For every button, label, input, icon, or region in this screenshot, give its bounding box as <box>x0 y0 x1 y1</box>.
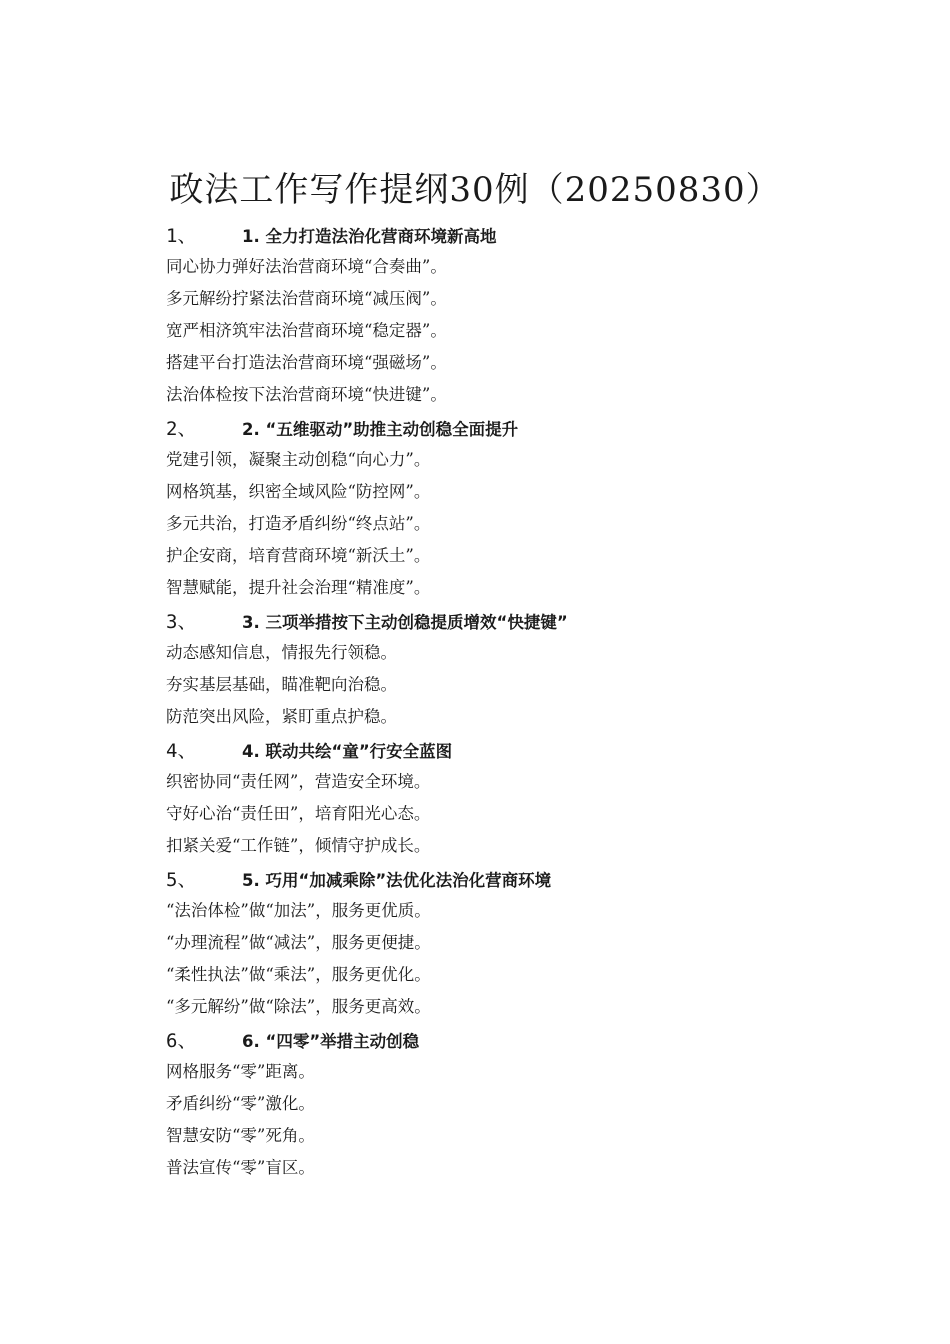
section-number: 2、 <box>166 418 197 440</box>
section-title: 2. “五维驱动”助推主动创稳全面提升 <box>242 419 519 439</box>
section-title: 4. 联动共绘“童”行安全蓝图 <box>242 741 453 761</box>
outline-point: 夯实基层基础，瞄准靶向治稳。 <box>166 675 397 694</box>
outline-section <box>166 218 906 411</box>
outline-point: 守好心治“责任田”，培育阳光心态。 <box>166 804 431 823</box>
outline-section <box>166 733 906 862</box>
outline-point: 党建引领，凝聚主动创稳“向心力”。 <box>166 450 431 469</box>
outline-point: 网格筑基，织密全域风险“防控网”。 <box>166 482 431 501</box>
section-number: 6、 <box>166 1030 197 1052</box>
outline-point: “法治体检”做“加法”，服务更优质。 <box>166 901 431 920</box>
outline-point: “柔性执法”做“乘法”，服务更优化。 <box>166 965 431 984</box>
outline-point: 动态感知信息，情报先行领稳。 <box>166 643 397 662</box>
outline-content <box>166 218 906 1184</box>
outline-point: 法治体检按下法治营商环境“快进键”。 <box>166 385 447 404</box>
outline-point: “办理流程”做“减法”，服务更便捷。 <box>166 933 431 952</box>
section-heading <box>166 862 906 895</box>
outline-point: 多元解纷拧紧法治营商环境“减压阀”。 <box>166 289 447 308</box>
section-title: 1. 全力打造法治化营商环境新高地 <box>242 226 497 246</box>
section-number: 5、 <box>166 869 197 891</box>
outline-point: 宽严相济筑牢法治营商环境“稳定器”。 <box>166 321 447 340</box>
outline-point: 护企安商，培育营商环境“新沃土”。 <box>166 546 431 565</box>
outline-section <box>166 1023 906 1184</box>
section-heading <box>166 218 906 251</box>
outline-point: 矛盾纠纷“零”激化。 <box>166 1094 315 1113</box>
outline-point: 多元共治，打造矛盾纠纷“终点站”。 <box>166 514 431 533</box>
section-number: 3、 <box>166 611 197 633</box>
outline-point: 智慧安防“零”死角。 <box>166 1126 315 1145</box>
outline-point: 防范突出风险，紧盯重点护稳。 <box>166 707 397 726</box>
section-heading <box>166 733 906 766</box>
section-heading <box>166 604 906 637</box>
outline-point: 扣紧关爱“工作链”，倾情守护成长。 <box>166 836 431 855</box>
outline-point: “多元解纷”做“除法”，服务更高效。 <box>166 997 431 1016</box>
outline-point: 智慧赋能，提升社会治理“精准度”。 <box>166 578 431 597</box>
outline-section <box>166 411 906 604</box>
outline-point: 搭建平台打造法治营商环境“强磁场”。 <box>166 353 447 372</box>
section-title: 3. 三项举措按下主动创稳提质增效“快捷键” <box>242 612 568 632</box>
section-title: 6. “四零”举措主动创稳 <box>242 1031 420 1051</box>
outline-point: 普法宣传“零”盲区。 <box>166 1158 315 1177</box>
section-title: 5. 巧用“加减乘除”法优化法治化营商环境 <box>242 870 552 890</box>
outline-point: 织密协同“责任网”，营造安全环境。 <box>166 772 431 791</box>
section-heading <box>166 411 906 444</box>
section-heading <box>166 1023 906 1056</box>
outline-section <box>166 862 906 1023</box>
section-number: 4、 <box>166 740 197 762</box>
outline-point: 同心协力弹好法治营商环境“合奏曲”。 <box>166 257 447 276</box>
document-title: 政法工作写作提纲30例（20250830） <box>169 170 781 210</box>
outline-section <box>166 604 906 733</box>
section-number: 1、 <box>166 225 197 247</box>
outline-point: 网格服务“零”距离。 <box>166 1062 315 1081</box>
